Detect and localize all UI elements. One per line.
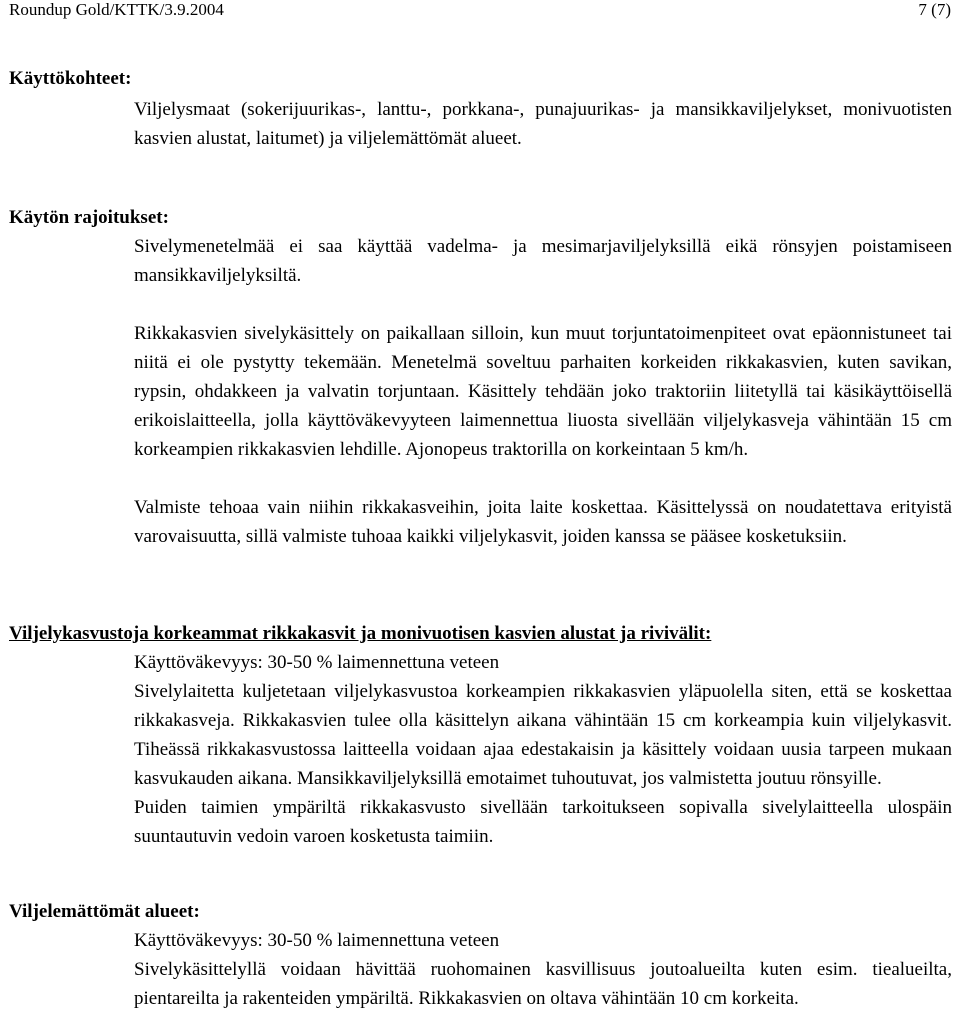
section-title-viljelykasvustoja: Viljelykasvustoja korkeammat rikkakasvit ja monivuotisen kasvien alustat ja rivivälit: xyxy=(9,623,712,644)
section-title-kayttokohteet: Käyttökohteet: xyxy=(9,68,132,89)
paragraph-rajoitukset-2: Rikkakasvien sivelykäsittely on paikallaan silloin, kun muut torjuntatoimenpiteet ovat epäonnistuneet tai niitä ei ole pystytty tekemään. Menetelmä soveltuu parhaiten korkeiden rikkakasvien, kuten savikan, rypsin, ohdakkeen ja valvatin torjuntaan. Käsittely tehdään joko traktoriin liitetyllä tai käsikäyttöisellä erikoislaitteella, jolla käyttöväkevyyteen laimennettua liuosta sivellään viljelykasveja vähintään 15 cm korkeampien rikkakasvien lehdille. Ajonopeus traktorilla on korkeintaan 5 km/h. xyxy=(134,323,952,460)
paragraph-kayttokohteet: Viljelysmaat (sokerijuurikas-, lanttu-, porkkana-, punajuurikas- ja mansikkaviljelykset, monivuotisten kasvien alustat, laitumet) ja viljelemättömät alueet. xyxy=(134,99,952,149)
section-body-viljelykasvustoja xyxy=(134,648,952,851)
paragraph-sivelylaite: Sivelylaitetta kuljetetaan viljelykasvustoa korkeampien rikkakasvien yläpuolella siten, että se koskettaa rikkakasveja. Rikkakasvien tulee olla käsittelyn aikana vähintään 15 cm korkeampia kuin viljelykasvit. Tiheässä rikkakasvustossa laitteella voidaan ajaa edestakaisin ja käsittely voidaan uusia tarpeen mukaan kasvukauden aikana. Mansikkaviljelyksillä emotaimet tuhoutuvat, jos valmistetta joutuu rönsyille. xyxy=(134,681,952,789)
page-header xyxy=(9,0,951,20)
line-kayttovakevyys-1: Käyttöväkevyys: 30-50 % laimennettuna veteen xyxy=(134,652,500,673)
line-kayttovakevyys-2: Käyttöväkevyys: 30-50 % laimennettuna veteen xyxy=(134,930,500,951)
paragraph-sivelykasittely: Sivelykäsittelyllä voidaan hävittää ruohomainen kasvillisuus joutoalueilta kuten esim. tiealueilta, pientareilta ja rakenteiden ympäriltä. Rikkakasvien on oltava vähintään 10 cm korkeita. xyxy=(134,959,952,1009)
section-body-viljelemattomat xyxy=(134,926,952,1013)
section-title-rajoitukset: Käytön rajoitukset: xyxy=(9,207,169,228)
paragraph-rajoitukset-1: Sivelymenetelmää ei saa käyttää vadelma- ja mesimarjaviljelyksillä eikä rönsyjen poistamiseen mansikkaviljelyksiltä. xyxy=(134,236,952,286)
section-title-viljelemattomat: Viljelemättömät alueet: xyxy=(9,901,200,922)
paragraph-rajoitukset-3: Valmiste tehoaa vain niihin rikkakasveihin, joita laite koskettaa. Käsittelyssä on noudatettava erityistä varovaisuutta, sillä valmiste tuhoaa kaikki viljelykasvit, joiden kanssa se pääsee kosketuksiin. xyxy=(134,497,952,547)
paragraph-puiden-taimet: Puiden taimien ympäriltä rikkakasvusto sivellään tarkoitukseen sopivalla sivelylaitteella ulospäin suuntautuvin vedoin varoen kosketusta taimiin. xyxy=(134,797,952,847)
section-body-kayttokohteet xyxy=(134,95,952,153)
header-page-number: 7 (7) xyxy=(918,0,951,19)
header-document-id: Roundup Gold/KTTK/3.9.2004 xyxy=(9,0,224,19)
section-body-rajoitukset xyxy=(134,232,952,551)
